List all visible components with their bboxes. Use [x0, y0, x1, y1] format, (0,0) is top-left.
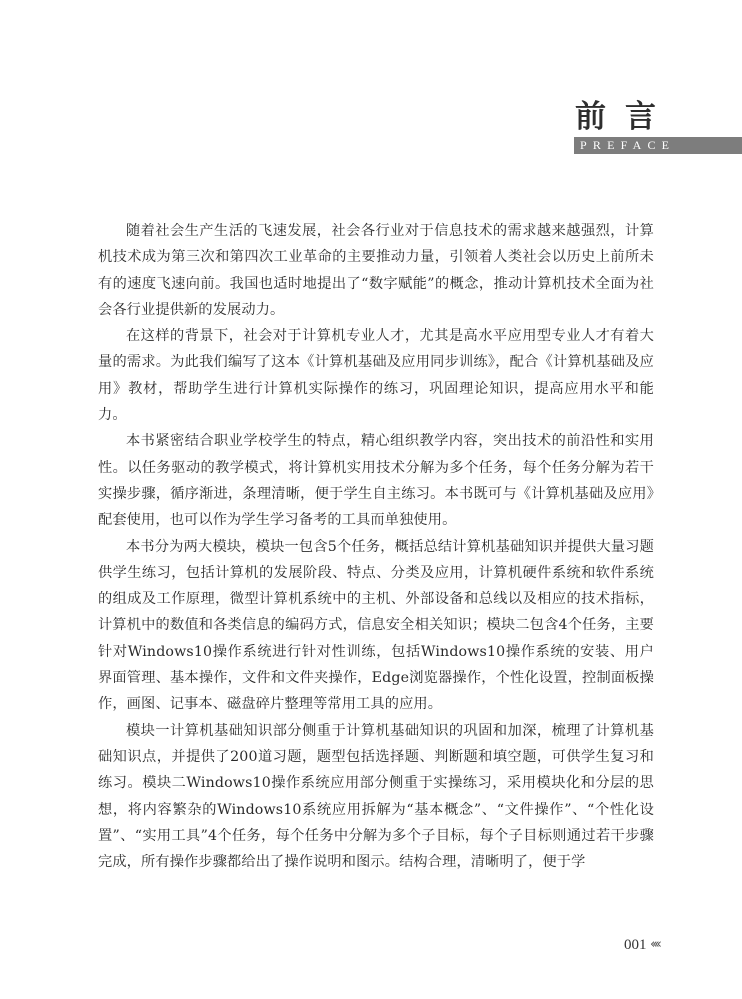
- chevron-left-icon: ‹‹‹‹: [650, 937, 659, 952]
- preface-body: [98, 218, 654, 875]
- paragraph: 本书分为两大模块，模块一包含5个任务，概括总结计算机基础知识并提供大量习题供学生练习，包括计算机的发展阶段、特点、分类及应用，计算机硬件系统和软件系统的组成及工作原理，微型计算机系统中的主机、外部设备和总线以及相应的技术指标，计算机中的数值和各类信息的编码方式，信息安全相关知识；模块二包含4个任务，主要针对Windows10操作系统进行针对性训练，包括Windows10操作系统的安装、用户界面管理、基本操作，文件和文件夹操作，Edge浏览器操作，个性化设置，控制面板操作，画图、记事本、磁盘碎片整理等常用工具的应用。: [98, 538, 654, 713]
- paragraph: 模块一计算机基础知识部分侧重于计算机基础知识的巩固和加深，梳理了计算机基础知识点，并提供了200道习题，题型包括选择题、判断题和填空题，可供学生复习和练习。模块二Windows10操作系统应用部分侧重于实操练习，采用模块化和分层的思想，将内容繁杂的Windows10系统应用拆解为“基本概念”、“文件操作”、“个性化设置”、“实用工具”4个任务，每个任务中分解为多个子目标，每个子目标则通过若干步骤完成，所有操作步骤都给出了操作说明和图示。结构合理，清晰明了，便于学: [98, 722, 654, 871]
- paragraph: 本书紧密结合职业学校学生的特点，精心组织教学内容，突出技术的前沿性和实用性。以任务驱动的教学模式，将计算机实用技术分解为多个任务，每个任务分解为若干实操步骤，循序渐进，条理清晰，便于学生自主练习。本书既可与《计算机基础及应用》配套使用，也可以作为学生学习备考的工具而单独使用。: [98, 433, 654, 529]
- page-subtitle: PREFACE: [580, 138, 676, 152]
- paragraph: 随着社会生产生活的飞速发展，社会各行业对于信息技术的需求越来越强烈，计算机技术成为第三次和第四次工业革命的主要推动力量，引领着人类社会以历史上前所未有的速度飞速向前。我国也适时地提出了“数字赋能”的概念，推动计算机技术全面为社会各行业提供新的发展动力。: [98, 223, 654, 318]
- paragraph: 在这样的背景下，社会对于计算机专业人才，尤其是高水平应用型专业人才有着大量的需求。为此我们编写了这本《计算机基础及应用同步训练》，配合《计算机基础及应用》教材，帮助学生进行计算机实际操作的练习，巩固理论知识，提高应用水平和能力。: [98, 328, 654, 424]
- page-number: 001: [624, 937, 647, 953]
- subtitle-band: [574, 137, 742, 154]
- page-title: 前言: [575, 99, 675, 135]
